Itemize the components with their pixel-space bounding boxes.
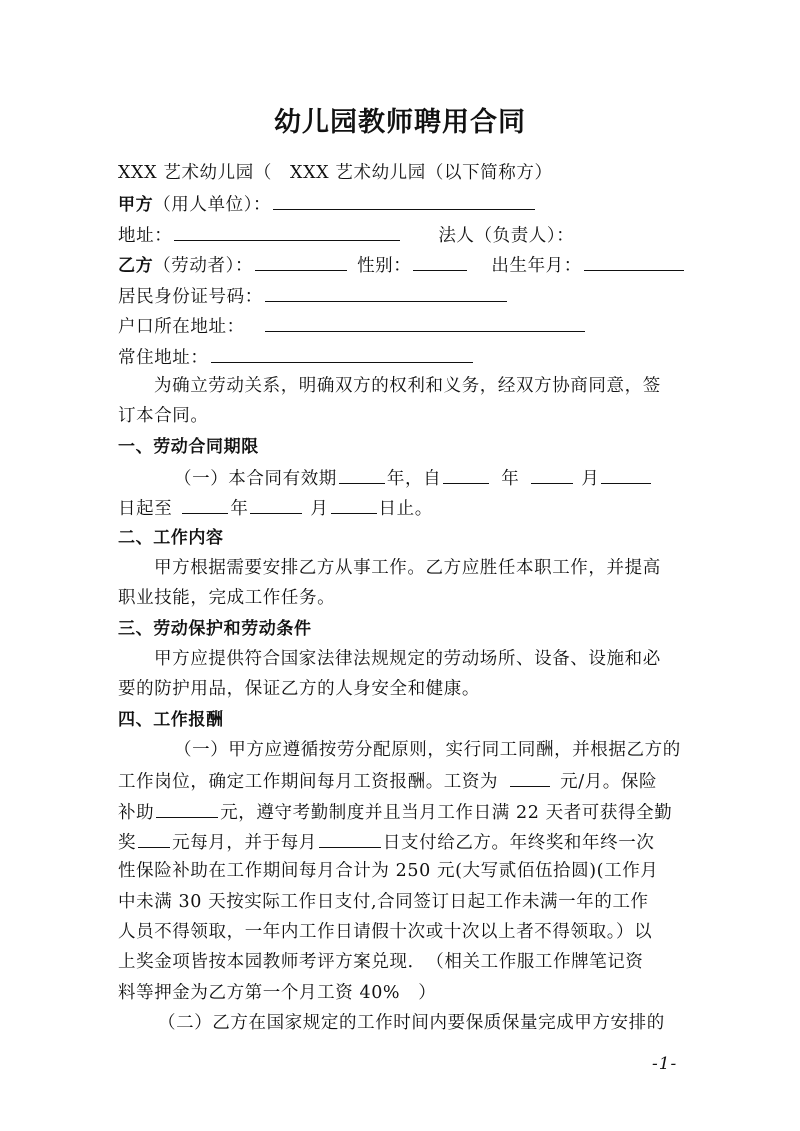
term-label: （一）本合同有效期 bbox=[174, 469, 337, 489]
section-4-heading: 四、工作报酬 bbox=[118, 710, 224, 730]
residence-label: 常住地址： bbox=[118, 348, 209, 368]
term-year: 年 bbox=[501, 469, 520, 489]
section-2-heading: 二、工作内容 bbox=[118, 528, 224, 548]
id-blank bbox=[265, 284, 507, 302]
term-blank-6 bbox=[250, 496, 302, 514]
address-line bbox=[118, 223, 574, 247]
legal-person-label: 法人（负责人）： bbox=[438, 226, 575, 246]
term-blank-5 bbox=[182, 496, 228, 514]
party-a-role: （用人单位）： bbox=[153, 195, 272, 215]
bonus-blank bbox=[138, 830, 170, 848]
party-b-blank bbox=[255, 253, 347, 271]
section-4-line-3 bbox=[118, 800, 672, 824]
section-4-line-4 bbox=[118, 830, 654, 854]
bonus-text: 元每月，并于每月 bbox=[172, 833, 317, 853]
hukou-line bbox=[118, 314, 587, 338]
section-4-line-6: 中未满 30 天按实际工作日支付,合同签订日起工作未满一年的工作 bbox=[118, 892, 649, 912]
subsidy-blank bbox=[156, 800, 218, 818]
section-1-line-1 bbox=[174, 466, 653, 490]
document-title: 幼儿园教师聘用合同 bbox=[274, 107, 526, 138]
section-4-line-9: 料等押金为乙方第一个月工资 40% ） bbox=[118, 983, 437, 1003]
page-number: -1- bbox=[652, 1054, 678, 1074]
section-2-line-2: 职业技能，完成工作任务。 bbox=[118, 588, 336, 608]
gender-label: 性别： bbox=[357, 256, 412, 276]
section-3-line-1: 甲方应提供符合国家法律法规规定的劳动场所、设备、设施和必 bbox=[154, 649, 661, 669]
party-b-role: （劳动者）： bbox=[153, 256, 254, 276]
hukou-label: 户口所在地址： bbox=[118, 317, 245, 337]
payday-blank bbox=[319, 830, 381, 848]
address-label: 地址： bbox=[118, 226, 173, 246]
term-until: 日起至 bbox=[118, 499, 173, 519]
intro-line-2: 订本合同。 bbox=[118, 406, 209, 426]
hukou-blank bbox=[265, 314, 585, 332]
salary-label: 工作岗位，确定工作期间每月工资报酬。工资为 bbox=[118, 772, 499, 792]
term-blank-3 bbox=[531, 466, 573, 484]
section-1-heading: 一、劳动合同期限 bbox=[118, 437, 259, 457]
section-4-line-2 bbox=[118, 769, 657, 793]
salary-unit: 元/月。保险 bbox=[560, 772, 658, 792]
birth-blank bbox=[584, 253, 684, 271]
term-year-2: 年 bbox=[230, 499, 249, 519]
header-line: XXX 艺术幼儿园（ XXX 艺术幼儿园（以下简称方） bbox=[118, 163, 553, 183]
id-line bbox=[118, 284, 509, 308]
address-blank bbox=[174, 223, 400, 241]
term-blank-2 bbox=[443, 466, 489, 484]
payday-text: 日支付给乙方。年终奖和年终一次 bbox=[382, 833, 655, 853]
section-4-line-5: 性保险补助在工作期间每月合计为 250 元(大写贰佰伍拾圆)(工作月 bbox=[118, 861, 659, 881]
subsidy-label: 补助 bbox=[118, 803, 155, 823]
term-month-2: 月 bbox=[310, 499, 329, 519]
bonus-label: 奖 bbox=[118, 833, 137, 853]
party-a-label: 甲方 bbox=[118, 195, 154, 215]
party-a-line bbox=[118, 192, 537, 216]
term-month: 月 bbox=[581, 469, 600, 489]
birth-label: 出生年月： bbox=[491, 256, 582, 276]
salary-blank bbox=[510, 769, 550, 787]
party-b-line bbox=[118, 253, 686, 277]
section-4-line-8: 上奖金项皆按本园教师考评方案兑现． （相关工作服工作牌笔记资 bbox=[118, 952, 644, 972]
section-4-line-1: （一）甲方应遵循按劳分配原则，实行同工同酬，并根据乙方的 bbox=[174, 740, 681, 760]
section-1-line-2 bbox=[118, 496, 433, 520]
section-2-line-1: 甲方根据需要安排乙方从事工作。乙方应胜任本职工作，并提高 bbox=[154, 558, 661, 578]
term-end: 日止。 bbox=[378, 499, 433, 519]
residence-line bbox=[118, 345, 475, 369]
term-blank-1 bbox=[339, 466, 385, 484]
term-blank-4 bbox=[601, 466, 651, 484]
section-4-line-10: （二）乙方在国家规定的工作时间内要保质保量完成甲方安排的 bbox=[158, 1013, 665, 1033]
section-4-line-7: 人员不得领取，一年内工作日请假十次或十次以上者不得领取。）以 bbox=[118, 922, 653, 942]
party-a-blank bbox=[273, 192, 535, 210]
section-3-heading: 三、劳动保护和劳动条件 bbox=[118, 619, 312, 639]
section-3-line-2: 要的防护用品，保证乙方的人身安全和健康。 bbox=[118, 679, 480, 699]
residence-blank bbox=[211, 345, 473, 363]
gender-blank bbox=[413, 253, 467, 271]
attendance-text: 元，遵守考勤制度并且当月工作日满 22 天者可获得全勤 bbox=[220, 803, 673, 823]
term-year-from: 年，自 bbox=[386, 469, 442, 489]
intro-line-1: 为确立劳动关系，明确双方的权利和义务，经双方协商同意，签 bbox=[154, 376, 661, 396]
party-b-label: 乙方 bbox=[118, 256, 154, 276]
term-blank-7 bbox=[331, 496, 377, 514]
id-label: 居民身份证号码： bbox=[118, 287, 263, 307]
